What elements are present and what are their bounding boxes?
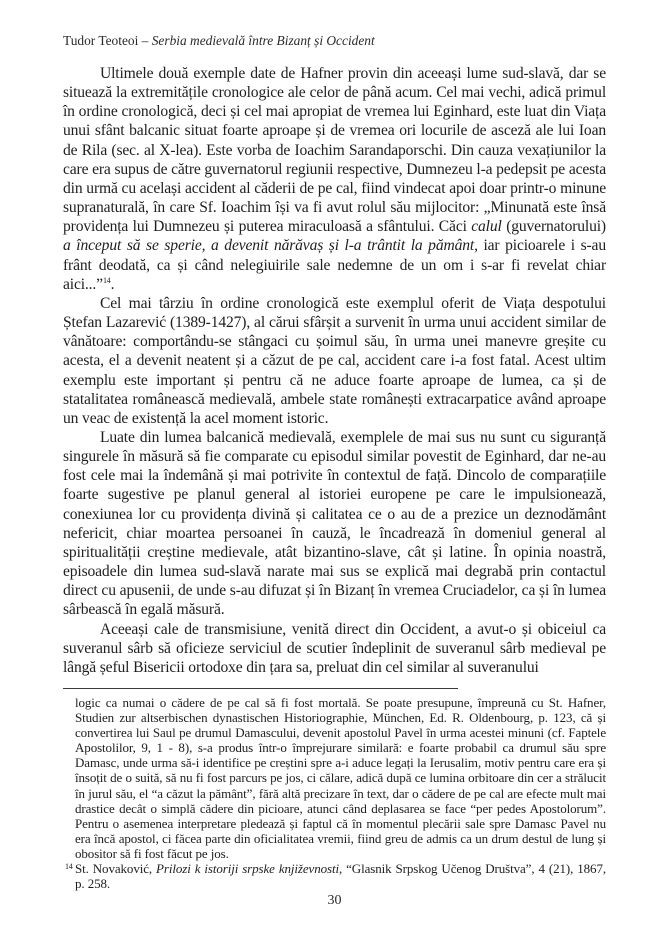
header-separator: – (138, 33, 152, 48)
footnote-ref-14[interactable]: 14 (102, 275, 111, 285)
footnote-continued: logic ca numai o cădere de pe cal să fi fost mortală. Se poate presupune, împreună cu St. Hafner, Studien zur altserbischen dynastischen Historiographie, München, Ed. R. Oldenbourg, p. 123, că și convertirea lui Saul pe drumul Damascului, devenit apostolul Pavel în urma acestei minuni (cf. Faptele Apostolilor, 9, 1 - 8), s-a produs într-o împrejurare similară: e foarte probabil ca drumul său spre Damasc, unde urma să-i identifice pe creștini spre a-i aduce legați la Ierusalim, motiv pentru care era și însoțit de o suită, să nu fi fost parcurs pe jos, ci călare, adică după ce lumina orbitoare din cer a strălucit în jurul său, el “a căzut la pământ”, fără altă precizare în text, dar o cădere de pe cal are efecte mult mai drastice decât o simplă cădere din picioare, atunci când deplasarea se face “per pedes Apostolorum”. Pentru o asemenea interpretare pledează și faptul că în momentul plecării sale spre Damasc Pavel nu era încă apostol, ci făcea parte din oficialitatea vremii, fiind greu de admis ca un drum destul de lung și obositor să fi fost făcut pe jos. (75, 695, 606, 861)
italic-quote: a început să se sperie, a devenit nărăvaș și l-a trântit la pământ, (63, 237, 478, 255)
paragraph-1 (63, 64, 606, 294)
italic-calul: calul (471, 218, 502, 236)
main-text (63, 64, 606, 677)
footnote-title: Prilozi k istoriji srpske književnosti (156, 861, 339, 877)
paragraph-4: Aceeași cale de transmisiune, venită direct din Occident, a avut-o și obiceiul ca suveranul sârb să oficieze serviciul de scutier îndeplinit de suveranul sârb medieval pe lângă șeful Bisericii ortodoxe din țara sa, preluat din cel similar al suveranului (63, 620, 606, 676)
paragraph-1-end: iar picioarele i s-au frânt deodată, ca și când nelegiuirile sale nedemne de un om i s-ar fi revelat chiar aici...” (63, 237, 606, 293)
paragraph-3: Luate din lumea balcanică medievală, exemplele de mai sus nu sunt cu siguranță singurele în măsură să fie comparate cu episodul similar povestit de Eginhard, dar ne-au fost cele mai la îndemână și mai potrivite în contextul de față. Dincolo de comparațiile foarte sugestive pe planul general al istoriei europene pe care le impulsionează, conexiunea lor cu providența divină și calitatea ce o au de a prezice un deznodământ nefericit, chiar moartea persoanei în cauză, le încadrează în domeniul general al spiritualității creștine medievale, atât bizantino-slave, cât și latine. În opinia noastră, episoadele din lumea sud-slavă narate mai sus se explică mai degrabă prin contactul direct cu apusenii, de unde s-au difuzat și în Bizanț în vremea Cruciadelor, ca și în lumea sârbească în egală măsură. (63, 428, 606, 619)
paragraph-2: Cel mai târziu în ordine cronologică este exemplul oferit de Viața despotului Ștefan Lazarević (1389-1427), al cărui sfârșit a survenit în urma unui accident similar de vânătoare: comportându-se stângaci cu șoimul său, în urma unei manevre greșite cu acesta, el a devenit neatent și a căzut de pe cal, accident care i-a fost fatal. Acest ultim exemplu este important și pentru că ne aduce foarte aproape de lumea, ca și de statalitatea românească medievală, ambele state românești extracarpatice având aproape un veac de existență la acel moment istoric. (63, 294, 606, 427)
footnote-rest: , “Glasnik Srpskog Učenog Društva”, 4 (21), 1867, p. 258. (75, 861, 606, 892)
running-header (63, 33, 375, 49)
paragraph-1-tail: . (110, 275, 115, 293)
footnote-14 (65, 861, 606, 892)
paragraph-1-text: Ultimele două exemple date de Hafner provin din aceeași lume sud-slavă, dar se situează la extremitățile cronologice ale celor de până acum. Cel mai vechi, adică primul în ordine cronologică, deci și cel mai apropiat de vremea lui Eginhard, este luat din Viața unui sfânt balcanic situat foarte aproape și de vremea ori locurile de asceză ale lui Ioan de Rila (sec. al X-lea). Este vorba de Ioachim Sarandaporschi. Din cauza vexațiunilor la care era supus de către guvernatorul regiunii respective, Dumnezeu l-a pedepsit pe acesta din urmă cu același accident al căderii de pe cal, fiind vindecat apoi doar printr-o minune supranaturală, în care Sf. Ioachim își va fi avut rolul său mijlocitor: „Minunată este însă providența lui Dumnezeu și puterea miraculoasă a sfântului. Căci (63, 65, 607, 236)
footnote-author: St. Novaković, (75, 861, 157, 877)
footnotes (65, 695, 606, 892)
header-book-title: Serbia medievală între Bizanț și Occident (151, 33, 375, 48)
header-author: Tudor Teoteoi (63, 33, 139, 48)
paragraph-1-mid: (guvernatorului) (501, 218, 606, 236)
footnote-separator-rule (63, 688, 458, 689)
footnote-number: 14 (65, 862, 73, 872)
page-number: 30 (327, 893, 342, 908)
